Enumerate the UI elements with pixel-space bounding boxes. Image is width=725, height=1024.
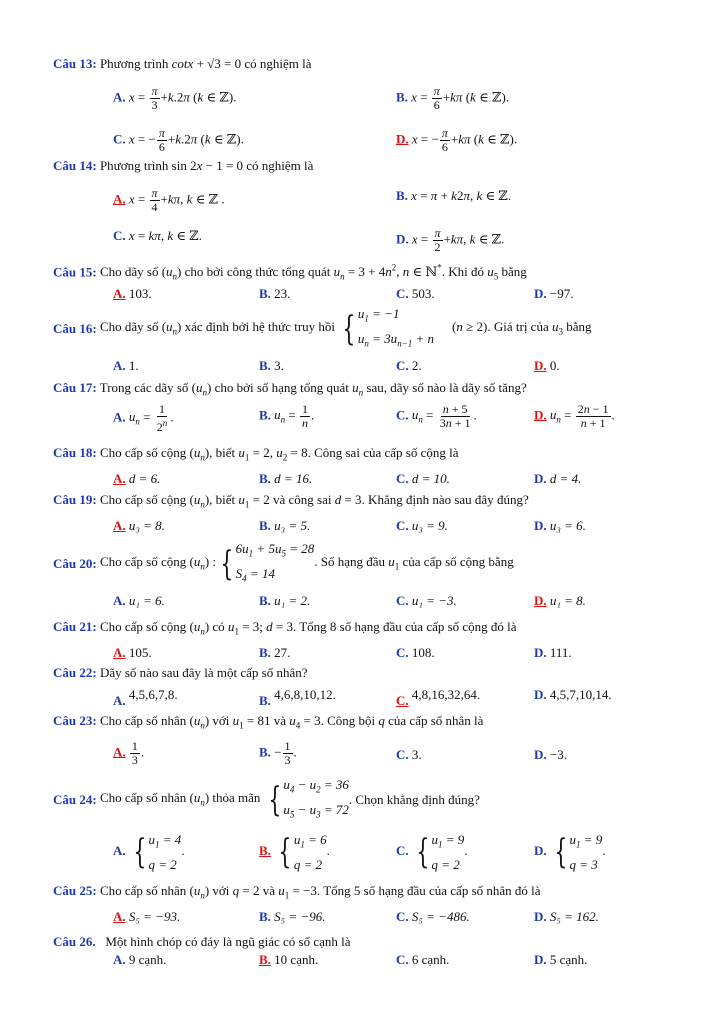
option-c[interactable]: C. x = kπ, k ∈ ℤ. [113,228,202,243]
option-a[interactable]: A. { $u_1 = 4$ q = 2 . [113,831,185,872]
option-a[interactable]: A. x = $\frac{\pi}{4}$ +kπ, k ∈ ℤ . [113,186,225,214]
question-stem: Câu 23: Cho cấp số nhân $(u_n)$ với $u_1 = 81$ và $u_4 = 3$. Công bội q của cấp số nhân là [53,713,484,731]
question-21 [53,618,705,663]
option-c[interactable]: C. d = 10. [396,471,450,486]
option-a[interactable]: A. 4,5,6,7,8. [113,687,178,708]
question-20 [53,540,705,615]
option-c[interactable]: C. 108. [396,645,435,660]
option-c[interactable]: C. 3. [396,747,422,762]
option-d[interactable]: D. u₁ = 8. [534,593,586,608]
option-a[interactable]: A. $u_n$ = $\frac{1}{2^n}$ . [113,402,174,434]
option-b[interactable]: B. $u_n$ = $\frac{1}{n}$ . [259,402,315,430]
option-a[interactable]: A. x = $\frac{\pi}{3}$ +k.2π (k ∈ ℤ). [113,84,237,112]
option-c[interactable]: C. { $u_1 = 9$ q = 2 . [396,831,468,872]
question-23 [53,712,705,772]
option-b[interactable]: B. S₅ = −96. [259,909,326,924]
option-c[interactable]: C. 6 cạnh. [396,952,450,967]
question-26 [53,933,705,978]
option-b[interactable]: B. 3. [259,358,284,373]
condition-system: { $6u_1 + 5u_5 = 28$ $S_4 = 14$ [220,541,315,584]
option-d[interactable]: D. $u_n$ = $\frac{2n - 1}{n + 1}$ . [534,402,615,430]
option-b[interactable]: B. − $\frac{1}{3}$ . [259,739,297,767]
condition-system: { $u_4 - u_2 = 36$ $u_5 - u_3 = 72$ [268,777,349,820]
option-c[interactable]: C. u₁ = −3. [396,593,457,608]
question-19 [53,491,705,536]
question-24 [53,776,705,881]
option-b[interactable]: B. 27. [259,645,291,660]
option-c[interactable]: C. u₃ = 9. [396,518,448,533]
option-d[interactable]: D. −3. [534,747,567,762]
option-b[interactable]: B. u₁ = 2. [259,593,311,608]
question-stem: Câu 16: Cho dãy số $(u_n)$ xác định bởi hệ thức truy hồi { $u_1 = -1$ $u_n = 3u_{n-1} + n$ (n ≥ 2). Giá trị của $u_3$ bằng [53,305,705,353]
question-stem: Câu 22: Dãy số nào sau đây là một cấp số nhân? [53,665,308,680]
question-stem: Câu 26. Một hình chóp có đáy là ngũ giác có số cạnh là [53,934,351,949]
option-c[interactable]: C. S₅ = −486. [396,909,470,924]
question-stem: Câu 24: Cho cấp số nhân $(u_n)$ thỏa mãn { $u_4 - u_2 = 36$ $u_5 - u_3 = 72$ . Chọn khẳng định đúng? [53,776,705,824]
option-b[interactable]: B. d = 16. [259,471,313,486]
question-15 [53,259,705,309]
option-a[interactable]: A. 103. [113,286,152,301]
option-a[interactable]: A. 1. [113,358,139,373]
question-stem: Câu 21: Cho cấp số cộng $(u_n)$ có $u_1 = 3$; d = 3. Tổng 8 số hạng đầu của cấp số cộng đó là [53,619,517,637]
question-25 [53,882,705,927]
option-d[interactable]: D. −97. [534,286,574,301]
option-a[interactable]: A. S₅ = −93. [113,909,181,924]
option-d[interactable]: D. 4,5,7,10,14. [534,687,612,702]
question-stem: Câu 20: Cho cấp số cộng $(u_n)$ : { $6u_1 + 5u_5 = 28$ $S_4 = 14$ . Số hạng đầu $u_1$ của cấp số cộng bằng [53,540,705,588]
question-16 [53,305,705,375]
option-c[interactable]: C. 4,8,16,32,64. [396,687,481,708]
option-b[interactable]: B. 10 cạnh. [259,952,319,967]
option-a[interactable]: A. u₁ = 6. [113,593,165,608]
option-b[interactable]: B. { $u_1 = 6$ q = 2 . [259,831,330,872]
option-a[interactable]: A. d = 6. [113,471,161,486]
option-a[interactable]: A. 105. [113,645,152,660]
option-b[interactable]: B. 23. [259,286,291,301]
question-stem: Câu 18: Cho cấp số cộng $(u_n)$, biết $u_1 = 2$, $u_2 = 8$. Công sai của cấp số cộng là [53,445,459,463]
option-d[interactable]: D. S₅ = 162. [534,909,599,924]
option-d[interactable]: D. u₃ = 6. [534,518,586,533]
option-d[interactable]: D. d = 4. [534,471,582,486]
question-stem: Câu 19: Cho cấp số cộng $(u_n)$, biết $u_1 = 2$ và công sai d = 3. Khẳng định nào sau đây đúng? [53,492,529,510]
option-b[interactable]: B. x = $\frac{\pi}{6}$ +kπ (k ∈ ℤ). [396,84,510,112]
option-d[interactable]: D. 0. [534,358,560,373]
question-13 [53,55,705,155]
option-d[interactable]: D. 5 cạnh. [534,952,588,967]
question-label: Câu 13: [53,56,97,71]
question-stem: Câu 25: Cho cấp số nhân $(u_n)$ với q = 2 và $u_1 = -3$. Tổng 5 số hạng đầu của cấp số nhân đó là [53,883,541,901]
question-14 [53,157,705,257]
option-d[interactable]: D. x = $\frac{\pi}{2}$ +kπ, k ∈ ℤ. [396,226,505,254]
option-b[interactable]: B. 4,6,8,10,12. [259,687,336,708]
option-c[interactable]: C. x = − $\frac{\pi}{6}$ +k.2π (k ∈ ℤ). [113,126,244,154]
option-c[interactable]: C. 2. [396,358,422,373]
option-a[interactable]: A. $\frac{1}{3}$ . [113,739,145,767]
option-b[interactable]: B. x = π + k2π, k ∈ ℤ. [396,188,512,203]
question-stem: Câu 13: Phương trình cotx + √3 = 0 có nghiệm là [53,56,312,71]
question-stem: Câu 15: Cho dãy số $(u_n)$ cho bởi công thức tổng quát $u_n = 3 + 4n^2$, n ∈ ℕ*. Khi đó $u_5$ bằng [53,263,527,282]
question-22 [53,664,705,709]
option-d[interactable]: D. 111. [534,645,572,660]
option-a[interactable]: A. u₃ = 8. [113,518,165,533]
recurrence-system: { $u_1 = -1$ $u_n = 3u_{n-1} + n$ [342,306,435,349]
option-b[interactable]: B. u₃ = 5. [259,518,311,533]
option-a[interactable]: A. 9 cạnh. [113,952,167,967]
question-18 [53,444,705,489]
option-d[interactable]: D. x = − $\frac{\pi}{6}$ +kπ (k ∈ ℤ). [396,126,518,154]
question-stem: Câu 14: Phương trình sin 2x − 1 = 0 có nghiệm là [53,158,314,173]
question-stem: Câu 17: Trong các dãy số $(u_n)$ cho bởi số hạng tổng quát $u_n$ sau, dãy số nào là dãy số tăng? [53,380,527,398]
option-c[interactable]: C. $u_n$ = $\frac{n + 5}{3n + 1}$ . [396,402,477,430]
question-17 [53,379,705,439]
option-d[interactable]: D. { $u_1 = 9$ q = 3 . [534,831,606,872]
option-c[interactable]: C. 503. [396,286,435,301]
